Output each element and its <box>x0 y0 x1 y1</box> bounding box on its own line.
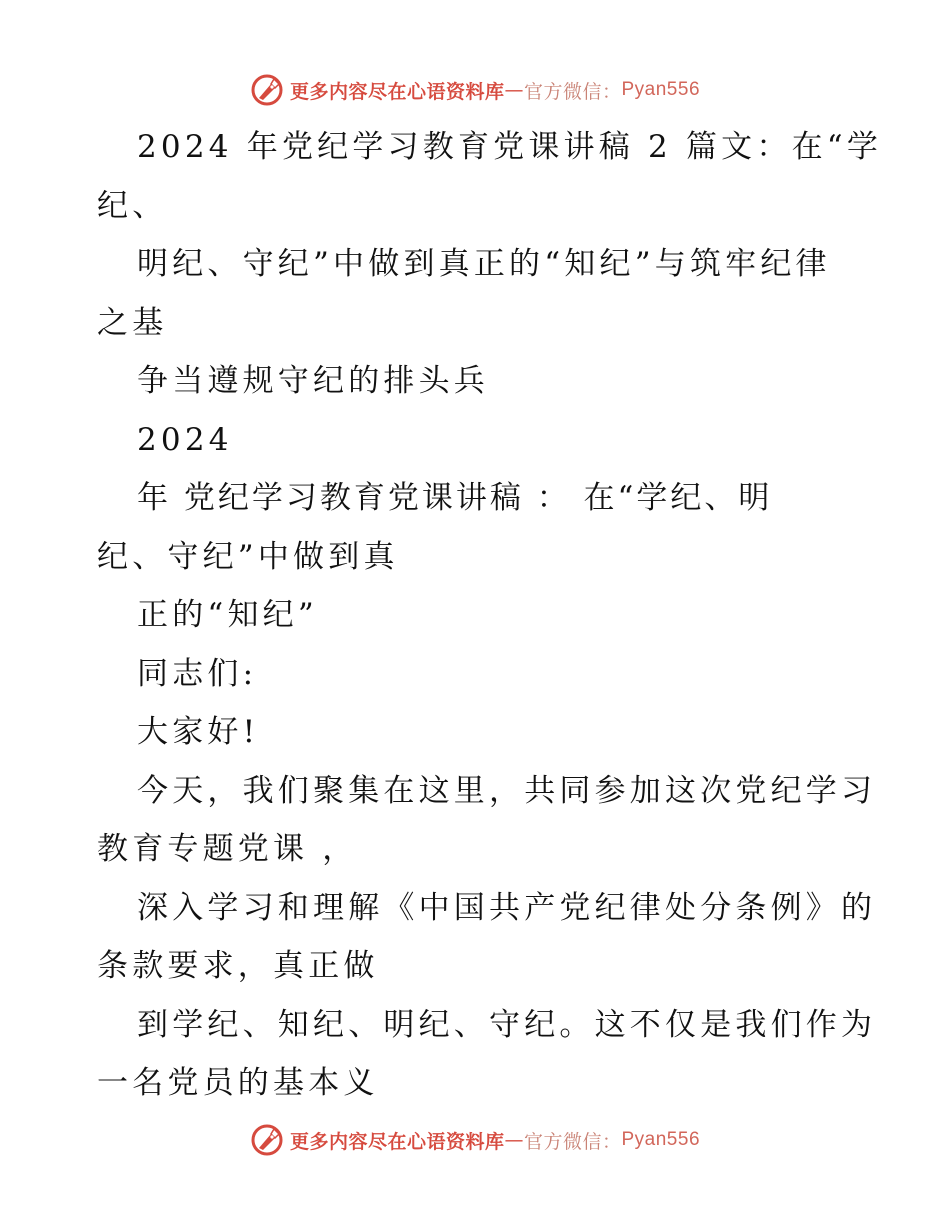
title-line-4: 之基 <box>97 304 168 341</box>
paragraph-line-1: 今天，我们聚集在这里，共同参加这次党纪学习 <box>137 772 877 809</box>
watermark-footer <box>0 1122 950 1158</box>
heading-line-2: 纪、守纪”中做到真 <box>97 538 399 575</box>
watermark-title: 更多内容尽在心语资料库 <box>289 80 505 103</box>
title-line-3: 明纪、守纪”中做到真正的“知纪”与筑牢纪律 <box>137 246 831 282</box>
paragraph-line-4: 条款要求，真正做 <box>97 948 379 984</box>
salutation-line: 同志们: <box>137 655 258 692</box>
paragraph-line-3: 深入学习和理解《中国共产党纪律处分条例》的 <box>137 889 877 926</box>
pen-nib-seal-icon <box>250 73 284 107</box>
greeting-line: 大家好! <box>137 714 260 750</box>
heading-line-1: 年 党纪学习教育党课讲稿 ： 在“学纪、明 <box>137 480 773 516</box>
watermark-wechat-id: Pyan556 <box>621 79 701 100</box>
watermark-separator: — <box>504 1129 524 1151</box>
watermark-header <box>0 72 950 108</box>
paragraph-line-6: 一名党员的基本义 <box>97 1065 379 1101</box>
watermark-separator: — <box>504 79 524 101</box>
paragraph-line-2: 教育专题党课 ， <box>97 831 358 867</box>
watermark-wechat-label: 官方微信： <box>523 1130 622 1153</box>
document-body <box>97 118 883 1113</box>
heading-line-3: 正的“知纪” <box>137 597 318 633</box>
pen-nib-seal-icon <box>250 1123 284 1157</box>
title-line-2: 纪、 <box>97 187 168 224</box>
watermark-title: 更多内容尽在心语资料库 <box>289 1130 505 1153</box>
subtitle-line: 争当遵规守纪的排头兵 <box>137 363 489 399</box>
year-line: 2024 <box>137 421 233 458</box>
title-line-1: 2024 年党纪学习教育党课讲稿 2 篇文：在“学 <box>137 129 883 165</box>
paragraph-line-5: 到学纪、知纪、明纪、守纪。这不仅是我们作为 <box>137 1006 877 1043</box>
watermark-wechat-label: 官方微信： <box>523 80 622 103</box>
watermark-wechat-id: Pyan556 <box>621 1129 701 1150</box>
